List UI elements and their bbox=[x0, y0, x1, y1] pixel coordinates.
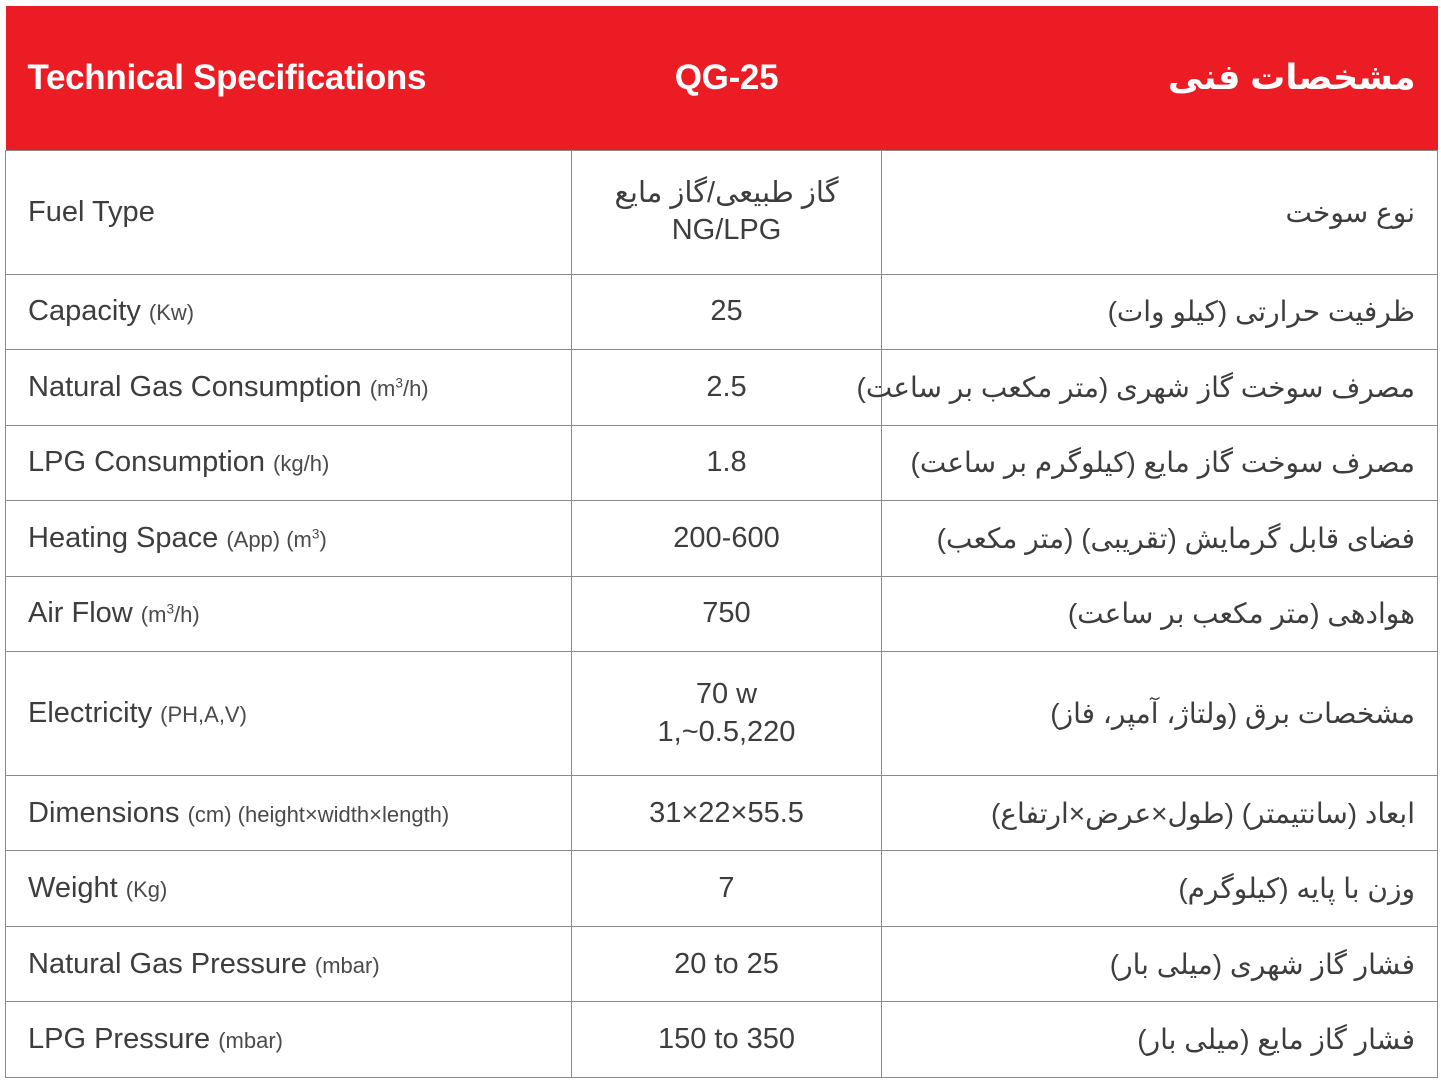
spec-name: Dimensions bbox=[28, 796, 180, 829]
table-row bbox=[6, 350, 1438, 426]
header-model: QG-25 bbox=[572, 6, 882, 151]
spec-name: Air Flow bbox=[28, 597, 133, 630]
spec-value bbox=[572, 1002, 882, 1078]
spec-label-english bbox=[6, 652, 572, 776]
spec-unit: (kg/h) bbox=[273, 451, 330, 477]
table-row bbox=[6, 1002, 1438, 1078]
spec-value bbox=[572, 501, 882, 577]
spec-name: Fuel Type bbox=[28, 195, 155, 228]
spec-value-line: 2.5 bbox=[706, 370, 747, 403]
spec-value bbox=[572, 652, 882, 776]
table-header bbox=[6, 6, 1438, 151]
spec-label-persian: نوع سوخت bbox=[882, 151, 1438, 275]
spec-value-line: 200-600 bbox=[673, 521, 780, 554]
spec-name: Weight bbox=[28, 872, 118, 905]
spec-label-english bbox=[6, 425, 572, 501]
spec-label-persian: هوادهی (متر مکعب بر ساعت) bbox=[882, 576, 1438, 652]
table-row bbox=[6, 926, 1438, 1002]
spec-value-line: گاز طبیعی/گاز مایع bbox=[614, 177, 839, 210]
spec-value bbox=[572, 274, 882, 350]
spec-value bbox=[572, 775, 882, 851]
table-row bbox=[6, 576, 1438, 652]
spec-unit: (Kg) bbox=[125, 877, 168, 903]
spec-label-persian: وزن با پایه (کیلوگرم) bbox=[882, 851, 1438, 927]
spec-label-english bbox=[6, 274, 572, 350]
spec-name: Heating Space bbox=[28, 521, 219, 554]
table-row bbox=[6, 652, 1438, 776]
spec-value-line: 1.8 bbox=[706, 446, 747, 479]
spec-label-english bbox=[6, 775, 572, 851]
spec-unit: $(m^3/h)$ bbox=[369, 375, 429, 401]
spec-value bbox=[572, 425, 882, 501]
spec-unit: (App) $(m^3)$ bbox=[226, 526, 327, 552]
spec-name: Capacity bbox=[28, 295, 141, 328]
spec-label-persian: ظرفیت حرارتی (کیلو وات) bbox=[882, 274, 1438, 350]
specifications-table bbox=[5, 6, 1438, 1078]
spec-label-persian: فشار گاز مایع (میلی بار) bbox=[882, 1002, 1438, 1078]
spec-value-line: 25 bbox=[710, 295, 743, 328]
spec-label-persian: فشار گاز شهری (میلی بار) bbox=[882, 926, 1438, 1002]
spec-unit: (cm) (height×width×length) bbox=[187, 801, 450, 827]
spec-name: Natural Gas Pressure bbox=[28, 947, 307, 980]
spec-value-line: 7 bbox=[718, 872, 735, 905]
spec-label-english bbox=[6, 851, 572, 927]
spec-unit: (mbar) bbox=[218, 1028, 283, 1054]
spec-value bbox=[572, 151, 882, 275]
spec-label-english bbox=[6, 926, 572, 1002]
spec-unit: (PH,A,V) bbox=[160, 702, 247, 728]
spec-unit: $(m^3/h)$ bbox=[140, 602, 200, 628]
spec-name: LPG Pressure bbox=[28, 1023, 211, 1056]
spec-value-line: NG/LPG bbox=[671, 214, 782, 247]
spec-unit: (Kw) bbox=[148, 300, 195, 326]
spec-label-english bbox=[6, 501, 572, 577]
table-row bbox=[6, 425, 1438, 501]
table-row bbox=[6, 851, 1438, 927]
header-persian-title: مشخصات فنی bbox=[882, 6, 1438, 151]
spec-unit: (mbar) bbox=[314, 952, 380, 978]
spec-value bbox=[572, 576, 882, 652]
spec-label-persian: ابعاد (سانتیمتر) (طول×عرض×ارتفاع) bbox=[882, 775, 1438, 851]
spec-name: LPG Consumption bbox=[28, 446, 265, 479]
spec-value-line: 750 bbox=[702, 597, 751, 630]
spec-value-line: 1,~0.5,220 bbox=[657, 715, 796, 748]
header-row bbox=[6, 6, 1438, 151]
spec-value bbox=[572, 926, 882, 1002]
spec-label-persian: فضای قابل گرمایش (تقریبی) (متر مکعب) bbox=[882, 501, 1438, 577]
spec-value-line: 150 to 350 bbox=[657, 1023, 796, 1056]
spec-label-persian: مصرف سوخت گاز مایع (کیلوگرم بر ساعت) bbox=[882, 425, 1438, 501]
table-row bbox=[6, 151, 1438, 275]
table-row bbox=[6, 501, 1438, 577]
spec-label-english bbox=[6, 350, 572, 426]
spec-value bbox=[572, 350, 882, 426]
table-body bbox=[6, 151, 1438, 1078]
spec-value bbox=[572, 851, 882, 927]
table-row bbox=[6, 274, 1438, 350]
spec-value-line: 70 w bbox=[695, 678, 758, 711]
header-english-title: Technical Specifications bbox=[6, 6, 572, 151]
spec-value-line: 20 to 25 bbox=[674, 947, 779, 980]
spec-label-english bbox=[6, 1002, 572, 1078]
spec-label-english bbox=[6, 576, 572, 652]
spec-name: Electricity bbox=[28, 697, 153, 730]
spec-name: Natural Gas Consumption bbox=[28, 370, 362, 403]
spec-label-persian: مصرف سوخت گاز شهری (متر مکعب بر ساعت) bbox=[882, 350, 1438, 426]
spec-label-persian: مشخصات برق (ولتاژ، آمپر، فاز) bbox=[882, 652, 1438, 776]
table-row bbox=[6, 775, 1438, 851]
spec-label-english bbox=[6, 151, 572, 275]
spec-value-line: 31×22×55.5 bbox=[649, 796, 804, 829]
